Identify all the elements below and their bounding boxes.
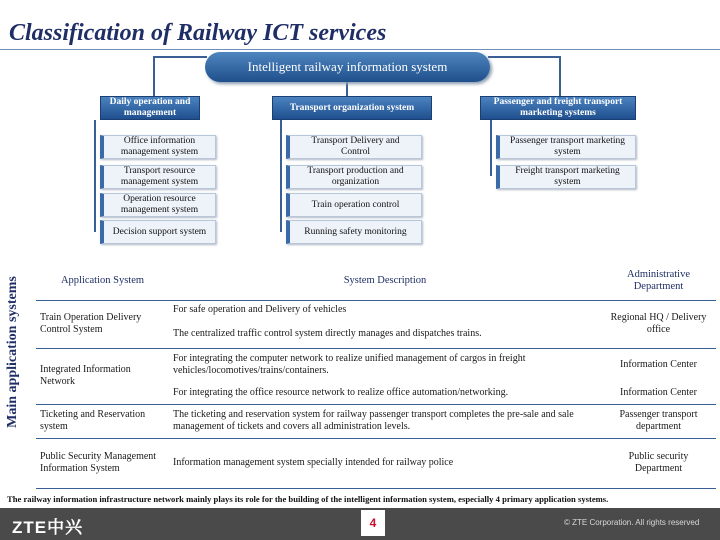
copyright: © ZTE Corporation. All rights reserved: [564, 518, 700, 527]
row-system-name: Ticketing and Reservation system: [36, 404, 169, 438]
item-transport-resource: Transport resource management system: [100, 165, 216, 189]
page-number: 4: [361, 510, 385, 536]
row-description: The centralized traffic control system directly manages and dispatches trains.: [169, 320, 601, 348]
row-system-name: Train Operation Delivery Control System: [36, 300, 169, 348]
application-systems-table: [36, 263, 716, 489]
connector-left-horizontal: [153, 56, 207, 58]
row-department: Passenger transport department: [601, 404, 716, 438]
row-description: For safe operation and Delivery of vehicles: [173, 304, 347, 316]
row-system-name: Public Security Management Information System: [36, 438, 169, 488]
item-train-operation-control: Train operation control: [286, 193, 422, 217]
item-passenger-marketing: Passenger transport marketing system: [496, 135, 636, 159]
footnote: The railway information infrastructure network mainly plays its role for the building of the intelligent information system, especially 4 primary application systems.: [7, 494, 609, 504]
connector-right-vertical: [559, 56, 561, 96]
header-application-system: Application System: [36, 263, 169, 300]
connector-col2-spine: [280, 120, 282, 232]
side-section-title: Main application systems: [5, 276, 20, 428]
item-office-information: Office information management system: [100, 135, 216, 159]
title-divider: [0, 49, 720, 50]
row-description: Information management system specially intended for railway police: [169, 438, 601, 488]
table-row: [36, 300, 716, 320]
table-row: [36, 348, 716, 382]
item-decision-support: Decision support system: [100, 220, 216, 244]
row-description: For integrating the computer network to realize unified management of cargos in freight vehicles/locomotives/trains/containers.: [173, 353, 526, 377]
slide-title: Classification of Railway ICT services: [9, 20, 387, 46]
connector-left-vertical: [153, 56, 155, 96]
item-transport-production: Transport production and organization: [286, 165, 422, 189]
item-running-safety: Running safety monitoring: [286, 220, 422, 244]
category-marketing-systems: Passenger and freight transport marketing systems: [480, 96, 636, 120]
category-transport-organization: Transport organization system: [272, 96, 432, 120]
category-daily-operation: Daily operation and management: [100, 96, 200, 120]
connector-right-horizontal: [488, 56, 561, 58]
row-department: Information Center: [601, 382, 716, 404]
header-administrative-department: Administrative Department: [601, 263, 716, 300]
row-department: Information Center: [620, 359, 697, 371]
item-freight-marketing: Freight transport marketing system: [496, 165, 636, 189]
connector-center-vertical: [346, 82, 348, 96]
item-transport-delivery: Transport Delivery and Control: [286, 135, 422, 159]
row-description: The ticketing and reservation system for railway passenger transport completes the pre-sale and sale management of tickets and covers all administration levels.: [169, 404, 601, 438]
zte-logo: ZTE中兴: [12, 518, 84, 537]
table-row: [36, 438, 716, 488]
root-system-node: Intelligent railway information system: [205, 52, 490, 82]
connector-col1-spine: [94, 120, 96, 232]
row-system-name: Integrated Information Network: [36, 348, 169, 404]
item-operation-resource: Operation resource management system: [100, 193, 216, 217]
row-description: For integrating the office resource network to realize office automation/networking.: [169, 382, 601, 404]
header-system-description: System Description: [169, 263, 601, 300]
row-department: Regional HQ / Delivery office: [601, 300, 716, 348]
connector-col3-spine: [490, 120, 492, 176]
table-header-row: [36, 263, 716, 300]
row-department: Public security Department: [601, 438, 716, 488]
table-row: [36, 404, 716, 438]
